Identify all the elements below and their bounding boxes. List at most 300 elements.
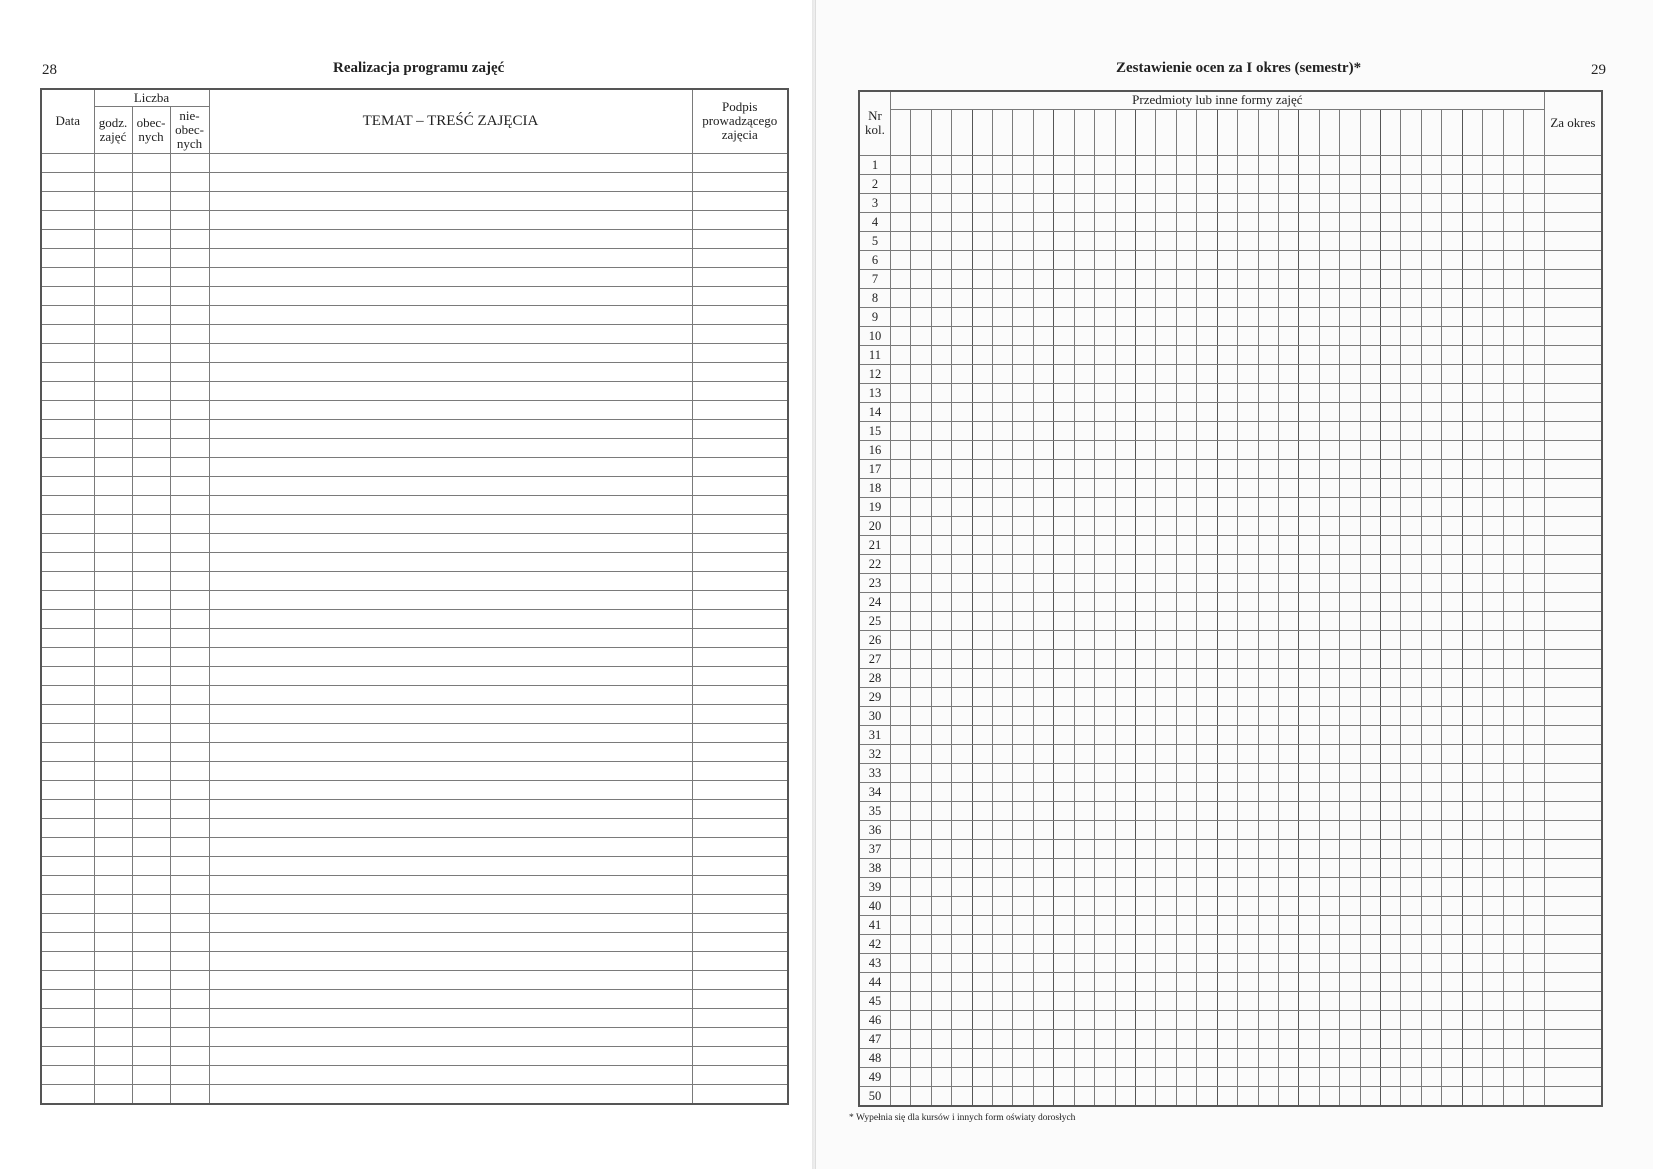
grade-cell[interactable]: [911, 364, 931, 383]
grade-cell[interactable]: [1523, 155, 1544, 174]
grade-cell[interactable]: [1074, 345, 1094, 364]
grade-cell[interactable]: [1238, 1048, 1258, 1067]
table-cell[interactable]: [94, 761, 132, 780]
grade-cell[interactable]: [1054, 858, 1074, 877]
grade-cell[interactable]: [1483, 744, 1503, 763]
grade-cell[interactable]: [1360, 953, 1380, 972]
table-cell[interactable]: [170, 286, 209, 305]
grade-cell[interactable]: [1360, 174, 1380, 193]
grade-cell[interactable]: [1340, 1029, 1360, 1048]
grade-cell[interactable]: [890, 744, 910, 763]
grade-cell[interactable]: [1217, 896, 1237, 915]
grade-cell[interactable]: [1033, 459, 1053, 478]
grade-cell[interactable]: [1421, 953, 1441, 972]
grade-cell[interactable]: [1462, 877, 1482, 896]
grade-cell[interactable]: [1462, 630, 1482, 649]
grade-cell[interactable]: [1176, 535, 1196, 554]
grade-cell[interactable]: [1319, 972, 1339, 991]
grade-cell[interactable]: [1299, 1086, 1319, 1106]
table-cell[interactable]: [692, 153, 788, 172]
grade-cell[interactable]: [1299, 174, 1319, 193]
grade-cell[interactable]: [1340, 668, 1360, 687]
table-cell[interactable]: [692, 552, 788, 571]
grade-cell[interactable]: [1054, 1086, 1074, 1106]
grade-cell[interactable]: [1115, 1010, 1135, 1029]
grade-cell[interactable]: [1278, 611, 1298, 630]
grade-cell[interactable]: [1197, 953, 1217, 972]
grade-cell[interactable]: [1523, 1029, 1544, 1048]
grade-cell[interactable]: [890, 934, 910, 953]
grade-cell[interactable]: [1074, 440, 1094, 459]
period-grade-cell[interactable]: [1544, 820, 1602, 839]
grade-cell[interactable]: [1401, 174, 1421, 193]
table-cell[interactable]: [209, 571, 692, 590]
grade-cell[interactable]: [952, 934, 972, 953]
grade-cell[interactable]: [1483, 820, 1503, 839]
grade-cell[interactable]: [1340, 1010, 1360, 1029]
grade-cell[interactable]: [1483, 839, 1503, 858]
grade-cell[interactable]: [1258, 896, 1278, 915]
grade-cell[interactable]: [1258, 421, 1278, 440]
grade-cell[interactable]: [1135, 649, 1155, 668]
subject-column-header[interactable]: [1074, 109, 1094, 155]
grade-cell[interactable]: [1258, 383, 1278, 402]
grade-cell[interactable]: [1258, 573, 1278, 592]
table-cell[interactable]: [94, 457, 132, 476]
grade-cell[interactable]: [1381, 649, 1401, 668]
grade-cell[interactable]: [1401, 554, 1421, 573]
grade-cell[interactable]: [1319, 1029, 1339, 1048]
grade-cell[interactable]: [1054, 1029, 1074, 1048]
grade-cell[interactable]: [1462, 497, 1482, 516]
grade-cell[interactable]: [1197, 858, 1217, 877]
grade-cell[interactable]: [1176, 250, 1196, 269]
grade-cell[interactable]: [931, 782, 951, 801]
grade-cell[interactable]: [1013, 383, 1033, 402]
grade-cell[interactable]: [1013, 1067, 1033, 1086]
grade-cell[interactable]: [1483, 402, 1503, 421]
grade-cell[interactable]: [1156, 364, 1176, 383]
grade-cell[interactable]: [931, 839, 951, 858]
grade-cell[interactable]: [952, 649, 972, 668]
table-cell[interactable]: [41, 229, 94, 248]
grade-cell[interactable]: [952, 1067, 972, 1086]
grade-cell[interactable]: [972, 459, 992, 478]
grade-cell[interactable]: [1278, 193, 1298, 212]
grade-cell[interactable]: [1278, 573, 1298, 592]
grade-cell[interactable]: [890, 1010, 910, 1029]
table-cell[interactable]: [209, 647, 692, 666]
grade-cell[interactable]: [1258, 649, 1278, 668]
grade-cell[interactable]: [1135, 383, 1155, 402]
grade-cell[interactable]: [993, 269, 1013, 288]
grade-cell[interactable]: [1381, 383, 1401, 402]
grade-cell[interactable]: [1381, 250, 1401, 269]
table-cell[interactable]: [132, 476, 170, 495]
grade-cell[interactable]: [1176, 877, 1196, 896]
grade-cell[interactable]: [1319, 896, 1339, 915]
grade-cell[interactable]: [1033, 402, 1053, 421]
grade-cell[interactable]: [1503, 1086, 1523, 1106]
grade-cell[interactable]: [1013, 972, 1033, 991]
grade-cell[interactable]: [1483, 383, 1503, 402]
grade-cell[interactable]: [1197, 421, 1217, 440]
grade-cell[interactable]: [1115, 250, 1135, 269]
grade-cell[interactable]: [1483, 801, 1503, 820]
grade-cell[interactable]: [1115, 839, 1135, 858]
period-grade-cell[interactable]: [1544, 877, 1602, 896]
grade-cell[interactable]: [1176, 174, 1196, 193]
grade-cell[interactable]: [1176, 592, 1196, 611]
period-grade-cell[interactable]: [1544, 250, 1602, 269]
grade-cell[interactable]: [1340, 193, 1360, 212]
grade-cell[interactable]: [1340, 421, 1360, 440]
table-cell[interactable]: [41, 989, 94, 1008]
grade-cell[interactable]: [911, 269, 931, 288]
grade-cell[interactable]: [1013, 554, 1033, 573]
grade-cell[interactable]: [1197, 402, 1217, 421]
grade-cell[interactable]: [1319, 497, 1339, 516]
grade-cell[interactable]: [911, 915, 931, 934]
grade-cell[interactable]: [931, 820, 951, 839]
grade-cell[interactable]: [1054, 649, 1074, 668]
table-cell[interactable]: [170, 837, 209, 856]
grade-cell[interactable]: [1299, 915, 1319, 934]
grade-cell[interactable]: [952, 516, 972, 535]
grade-cell[interactable]: [890, 497, 910, 516]
grade-cell[interactable]: [1135, 402, 1155, 421]
grade-cell[interactable]: [1360, 896, 1380, 915]
grade-cell[interactable]: [952, 763, 972, 782]
grade-cell[interactable]: [1054, 744, 1074, 763]
grade-cell[interactable]: [1442, 288, 1462, 307]
table-cell[interactable]: [209, 286, 692, 305]
grade-cell[interactable]: [1217, 915, 1237, 934]
grade-cell[interactable]: [1503, 725, 1523, 744]
grade-cell[interactable]: [1381, 763, 1401, 782]
subject-column-header[interactable]: [1176, 109, 1196, 155]
grade-cell[interactable]: [1360, 535, 1380, 554]
grade-cell[interactable]: [993, 915, 1013, 934]
grade-cell[interactable]: [1340, 364, 1360, 383]
grade-cell[interactable]: [1401, 820, 1421, 839]
grade-cell[interactable]: [1340, 611, 1360, 630]
grade-cell[interactable]: [1238, 307, 1258, 326]
table-cell[interactable]: [41, 419, 94, 438]
table-cell[interactable]: [170, 856, 209, 875]
grade-cell[interactable]: [931, 535, 951, 554]
table-cell[interactable]: [94, 970, 132, 989]
grade-cell[interactable]: [1197, 440, 1217, 459]
grade-cell[interactable]: [1013, 839, 1033, 858]
table-cell[interactable]: [132, 571, 170, 590]
grade-cell[interactable]: [1421, 250, 1441, 269]
grade-cell[interactable]: [1381, 1086, 1401, 1106]
grade-cell[interactable]: [1074, 1086, 1094, 1106]
grade-cell[interactable]: [911, 934, 931, 953]
grade-cell[interactable]: [1523, 991, 1544, 1010]
table-cell[interactable]: [692, 1008, 788, 1027]
grade-cell[interactable]: [1074, 212, 1094, 231]
grade-cell[interactable]: [1033, 953, 1053, 972]
subject-column-header[interactable]: [1462, 109, 1482, 155]
table-cell[interactable]: [209, 514, 692, 533]
grade-cell[interactable]: [1217, 858, 1237, 877]
grade-cell[interactable]: [972, 269, 992, 288]
grade-cell[interactable]: [890, 535, 910, 554]
period-grade-cell[interactable]: [1544, 801, 1602, 820]
grade-cell[interactable]: [1115, 1086, 1135, 1106]
grade-cell[interactable]: [1156, 782, 1176, 801]
grade-cell[interactable]: [952, 744, 972, 763]
grade-cell[interactable]: [890, 174, 910, 193]
grade-cell[interactable]: [1381, 972, 1401, 991]
grade-cell[interactable]: [972, 934, 992, 953]
table-cell[interactable]: [94, 780, 132, 799]
grade-cell[interactable]: [1421, 212, 1441, 231]
grade-cell[interactable]: [1401, 725, 1421, 744]
grade-cell[interactable]: [1381, 1010, 1401, 1029]
subject-column-header[interactable]: [1115, 109, 1135, 155]
grade-cell[interactable]: [1503, 877, 1523, 896]
grade-cell[interactable]: [911, 212, 931, 231]
grade-cell[interactable]: [931, 934, 951, 953]
grade-cell[interactable]: [1299, 611, 1319, 630]
grade-cell[interactable]: [1258, 497, 1278, 516]
grade-cell[interactable]: [1360, 364, 1380, 383]
grade-cell[interactable]: [1013, 269, 1033, 288]
table-cell[interactable]: [209, 533, 692, 552]
grade-cell[interactable]: [1299, 554, 1319, 573]
grade-cell[interactable]: [931, 345, 951, 364]
grade-cell[interactable]: [1217, 269, 1237, 288]
grade-cell[interactable]: [1299, 497, 1319, 516]
grade-cell[interactable]: [1360, 155, 1380, 174]
subject-column-header[interactable]: [1156, 109, 1176, 155]
grade-cell[interactable]: [1421, 535, 1441, 554]
grade-cell[interactable]: [1340, 801, 1360, 820]
grade-cell[interactable]: [1074, 307, 1094, 326]
grade-cell[interactable]: [1299, 535, 1319, 554]
grade-cell[interactable]: [1115, 345, 1135, 364]
grade-cell[interactable]: [1054, 972, 1074, 991]
grade-cell[interactable]: [1319, 953, 1339, 972]
period-grade-cell[interactable]: [1544, 307, 1602, 326]
grade-cell[interactable]: [952, 307, 972, 326]
grade-cell[interactable]: [1278, 991, 1298, 1010]
grade-cell[interactable]: [1503, 402, 1523, 421]
grade-cell[interactable]: [1381, 212, 1401, 231]
grade-cell[interactable]: [1340, 706, 1360, 725]
grade-cell[interactable]: [1238, 782, 1258, 801]
grade-cell[interactable]: [1401, 573, 1421, 592]
grade-cell[interactable]: [1381, 440, 1401, 459]
grade-cell[interactable]: [1421, 744, 1441, 763]
grade-cell[interactable]: [931, 573, 951, 592]
period-grade-cell[interactable]: [1544, 459, 1602, 478]
grade-cell[interactable]: [931, 858, 951, 877]
table-cell[interactable]: [170, 457, 209, 476]
grade-cell[interactable]: [1360, 193, 1380, 212]
grade-cell[interactable]: [1054, 478, 1074, 497]
grade-cell[interactable]: [931, 554, 951, 573]
grade-cell[interactable]: [993, 364, 1013, 383]
grade-cell[interactable]: [1095, 725, 1115, 744]
grade-cell[interactable]: [1442, 1086, 1462, 1106]
table-cell[interactable]: [692, 704, 788, 723]
grade-cell[interactable]: [1421, 896, 1441, 915]
table-cell[interactable]: [94, 571, 132, 590]
grade-cell[interactable]: [1013, 231, 1033, 250]
grade-cell[interactable]: [1013, 630, 1033, 649]
grade-cell[interactable]: [1462, 706, 1482, 725]
grade-cell[interactable]: [1033, 250, 1053, 269]
grade-cell[interactable]: [1401, 231, 1421, 250]
table-cell[interactable]: [209, 324, 692, 343]
grade-cell[interactable]: [952, 820, 972, 839]
grade-cell[interactable]: [993, 250, 1013, 269]
table-cell[interactable]: [170, 172, 209, 191]
grade-cell[interactable]: [1503, 972, 1523, 991]
grade-cell[interactable]: [1074, 231, 1094, 250]
grade-cell[interactable]: [993, 972, 1013, 991]
table-cell[interactable]: [692, 438, 788, 457]
table-cell[interactable]: [132, 780, 170, 799]
period-grade-cell[interactable]: [1544, 1067, 1602, 1086]
grade-cell[interactable]: [1176, 668, 1196, 687]
table-cell[interactable]: [692, 780, 788, 799]
grade-cell[interactable]: [1462, 383, 1482, 402]
grade-cell[interactable]: [1197, 725, 1217, 744]
grade-cell[interactable]: [1278, 1086, 1298, 1106]
grade-cell[interactable]: [1523, 345, 1544, 364]
grade-cell[interactable]: [1421, 288, 1441, 307]
grade-cell[interactable]: [1258, 801, 1278, 820]
grade-cell[interactable]: [1503, 554, 1523, 573]
grade-cell[interactable]: [1421, 459, 1441, 478]
grade-cell[interactable]: [1115, 896, 1135, 915]
table-cell[interactable]: [170, 495, 209, 514]
table-cell[interactable]: [94, 913, 132, 932]
grade-cell[interactable]: [1299, 269, 1319, 288]
grade-cell[interactable]: [1503, 326, 1523, 345]
grade-cell[interactable]: [1258, 611, 1278, 630]
grade-cell[interactable]: [1381, 953, 1401, 972]
table-cell[interactable]: [692, 913, 788, 932]
grade-cell[interactable]: [1176, 459, 1196, 478]
grade-cell[interactable]: [890, 345, 910, 364]
table-cell[interactable]: [209, 932, 692, 951]
grade-cell[interactable]: [1462, 364, 1482, 383]
grade-cell[interactable]: [993, 345, 1013, 364]
grade-cell[interactable]: [1013, 668, 1033, 687]
grade-cell[interactable]: [1319, 174, 1339, 193]
grade-cell[interactable]: [1401, 687, 1421, 706]
grade-cell[interactable]: [1421, 1067, 1441, 1086]
table-cell[interactable]: [132, 514, 170, 533]
table-cell[interactable]: [132, 875, 170, 894]
grade-cell[interactable]: [1503, 649, 1523, 668]
grade-cell[interactable]: [1483, 1010, 1503, 1029]
grade-cell[interactable]: [1278, 782, 1298, 801]
table-cell[interactable]: [170, 894, 209, 913]
grade-cell[interactable]: [1319, 839, 1339, 858]
period-grade-cell[interactable]: [1544, 1048, 1602, 1067]
grade-cell[interactable]: [1238, 155, 1258, 174]
grade-cell[interactable]: [1381, 1029, 1401, 1048]
table-cell[interactable]: [41, 172, 94, 191]
grade-cell[interactable]: [1462, 326, 1482, 345]
grade-cell[interactable]: [1401, 1010, 1421, 1029]
period-grade-cell[interactable]: [1544, 269, 1602, 288]
grade-cell[interactable]: [1217, 516, 1237, 535]
grade-cell[interactable]: [890, 307, 910, 326]
grade-cell[interactable]: [1503, 174, 1523, 193]
grade-cell[interactable]: [1217, 630, 1237, 649]
grade-cell[interactable]: [1095, 155, 1115, 174]
grade-cell[interactable]: [1299, 953, 1319, 972]
table-cell[interactable]: [692, 172, 788, 191]
grade-cell[interactable]: [1442, 782, 1462, 801]
grade-cell[interactable]: [1278, 839, 1298, 858]
grade-cell[interactable]: [1299, 877, 1319, 896]
grade-cell[interactable]: [1176, 1010, 1196, 1029]
grade-cell[interactable]: [890, 801, 910, 820]
grade-cell[interactable]: [972, 250, 992, 269]
grade-cell[interactable]: [1299, 573, 1319, 592]
grade-cell[interactable]: [1238, 668, 1258, 687]
grade-cell[interactable]: [1095, 934, 1115, 953]
grade-cell[interactable]: [1442, 250, 1462, 269]
grade-cell[interactable]: [911, 668, 931, 687]
grade-cell[interactable]: [1156, 687, 1176, 706]
grade-cell[interactable]: [1360, 383, 1380, 402]
grade-cell[interactable]: [911, 478, 931, 497]
grade-cell[interactable]: [972, 478, 992, 497]
grade-cell[interactable]: [1217, 250, 1237, 269]
grade-cell[interactable]: [931, 611, 951, 630]
period-grade-cell[interactable]: [1544, 744, 1602, 763]
grade-cell[interactable]: [1278, 269, 1298, 288]
table-cell[interactable]: [94, 495, 132, 514]
grade-cell[interactable]: [1523, 440, 1544, 459]
grade-cell[interactable]: [1523, 1048, 1544, 1067]
grade-cell[interactable]: [1033, 288, 1053, 307]
grade-cell[interactable]: [1238, 421, 1258, 440]
grade-cell[interactable]: [1074, 592, 1094, 611]
grade-cell[interactable]: [1217, 459, 1237, 478]
grade-cell[interactable]: [1523, 763, 1544, 782]
grade-cell[interactable]: [1319, 193, 1339, 212]
period-grade-cell[interactable]: [1544, 402, 1602, 421]
grade-cell[interactable]: [1462, 535, 1482, 554]
table-cell[interactable]: [209, 1046, 692, 1065]
subject-column-header[interactable]: [1523, 109, 1544, 155]
grade-cell[interactable]: [1238, 744, 1258, 763]
grade-cell[interactable]: [1462, 440, 1482, 459]
period-grade-cell[interactable]: [1544, 611, 1602, 630]
grade-cell[interactable]: [1258, 231, 1278, 250]
grade-cell[interactable]: [911, 763, 931, 782]
table-cell[interactable]: [94, 685, 132, 704]
grade-cell[interactable]: [1483, 364, 1503, 383]
grade-cell[interactable]: [1360, 630, 1380, 649]
grade-cell[interactable]: [1503, 1067, 1523, 1086]
grade-cell[interactable]: [1033, 782, 1053, 801]
table-cell[interactable]: [209, 818, 692, 837]
grade-cell[interactable]: [1483, 1067, 1503, 1086]
grade-cell[interactable]: [993, 687, 1013, 706]
